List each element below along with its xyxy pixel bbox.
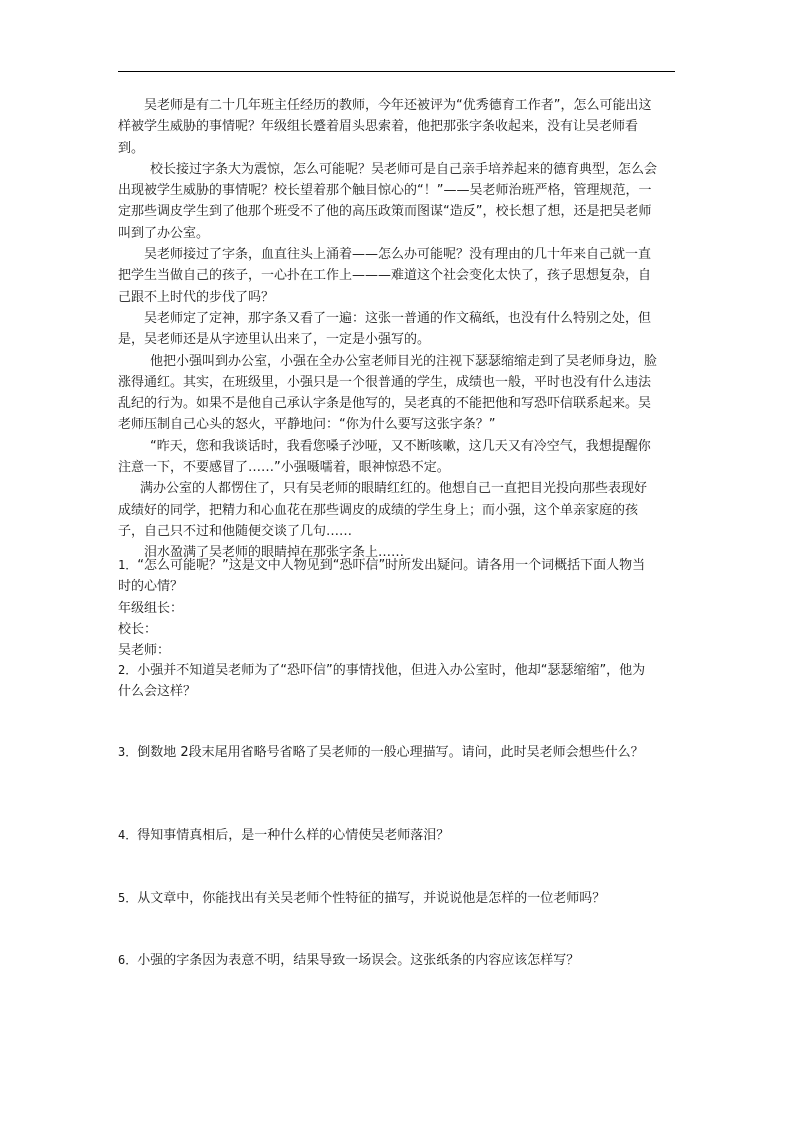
passage-paragraph-3: 吴老师接过了字条，血直往头上涌着——怎么办可能呢？没有理由的几十年来自己就一直把学生当做自己的孩子，一心扑在工作上———难道这个社会变化太快了，孩子思想复杂，自己跟不上时代的步伐了吗？ xyxy=(118,247,652,305)
question-6 xyxy=(118,950,658,971)
question-text: “怎么可能呢？”这是文中人物见到“恐吓信”时所发出疑问。请各用一个词概括下面人物当时的心情？ xyxy=(118,558,646,595)
passage-paragraph-2: 校长接过字条大为震惊，怎么可能呢？吴老师可是自己亲手培养起来的德育典型，怎么会出现被学生威胁的事情呢？校长望着那个触目惊心的“！”——吴老师治班严格，管理规范，一定那些调皮学生到了他那个班受不了他的高压政策而图谋“造反”，校长想了想，还是把吴老师叫到了办公室。 xyxy=(118,161,658,241)
question-text: 小强的字条因为表意不明，结果导致一场误会。这张纸条的内容应该怎样写？ xyxy=(137,953,580,968)
reading-passage xyxy=(118,95,658,564)
passage-paragraph-6: “昨天，您和我谈话时，我看您嗓子沙哑，又不断咳嗽，这几天又有冷空气，我想提醒你注意一下，不要感冒了……”小强嗫嚅着，眼神惊恐不定。 xyxy=(118,438,651,476)
passage-paragraph-4: 吴老师定了定神，那字条又看了一遍：这张一普通的作文稿纸，也没有什么特别之处，但是，吴老师还是从字迹里认出来了，一定是小强写的。 xyxy=(118,310,652,348)
answer-label-grade-leader: 年级组长： xyxy=(118,600,184,616)
header-rule xyxy=(118,71,675,72)
question-number: 5． xyxy=(118,891,138,905)
question-number: 3． xyxy=(118,745,138,759)
question-2 xyxy=(118,660,658,703)
answer-label-teacher-wu: 吴老师： xyxy=(118,643,171,659)
question-number: 6． xyxy=(118,953,138,967)
question-text: 得知事情真相后，是一种什么样的心情使吴老师落泪？ xyxy=(137,828,450,843)
passage-paragraph-8: 泪水盈满了吴老师的眼睛掉在那张字条上…… xyxy=(144,545,405,561)
passage-paragraph-7: 满办公室的人都愣住了，只有吴老师的眼睛红红的。他想自己一直把目光投向那些表现好成绩好的同学，把精力和心血花在那些调皮的成绩的学生身上；而小强，这个单亲家庭的孩子，自己只不过和他随便交谈了几句…… xyxy=(118,481,648,539)
question-number: 2． xyxy=(118,663,138,677)
passage-paragraph-1: 吴老师是有二十几年班主任经历的教师，今年还被评为“优秀德育工作者”，怎么可能出这样被学生威胁的事情呢？年级组长蹙着眉头思索着，他把那张字条收起来，没有让吴老师看到。 xyxy=(118,98,652,156)
question-number: 4． xyxy=(118,828,138,842)
question-text: 从文章中，你能找出有关吴老师个性特征的描写，并说说他是怎样的一位老师吗？ xyxy=(137,891,606,906)
question-text: 倒数地 2段末尾用省略号省略了吴老师的一般心理描写。请问，此时吴老师会想些什么？ xyxy=(137,745,644,760)
question-5 xyxy=(118,888,658,909)
passage-paragraph-5: 他把小强叫到办公室，小强在全办公室老师目光的注视下瑟瑟缩缩走到了吴老师身边，脸涨得通红。其实，在班级里，小强只是一个很普通的学生，成绩也一般，平时也没有什么违法乱纪的行为。如果不是他自己承认字条是他写的，吴老真的不能把他和写恐吓信联系起来。吴老师压制自己心头的怒火，平静地问：“你为什么要写这张字条？” xyxy=(118,353,658,433)
question-number: 1． xyxy=(118,558,138,572)
question-4 xyxy=(118,825,658,846)
question-3 xyxy=(118,742,658,763)
question-text: 小强并不知道吴老师为了“恐吓信”的事情找他，但进入办公室时，他却“瑟瑟缩缩”，他为什么会这样？ xyxy=(118,663,646,700)
answer-label-principal: 校长： xyxy=(118,621,158,637)
question-1 xyxy=(118,555,658,661)
